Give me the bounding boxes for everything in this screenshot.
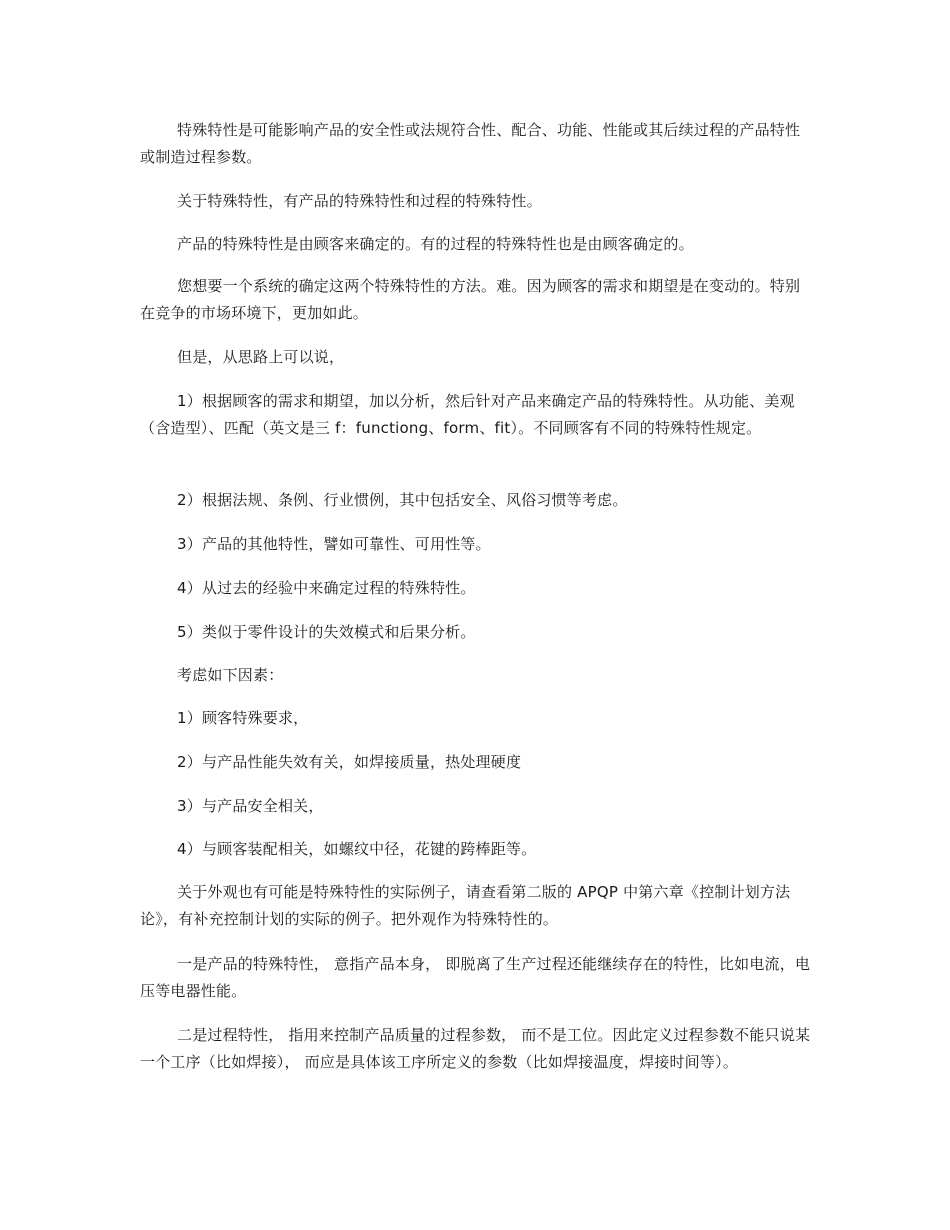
paragraph-consider-factors: 考虑如下因素： bbox=[177, 666, 284, 684]
paragraph-product-characteristic: 一是产品的特殊特性， 意指产品本身， 即脱离了生产过程还能继续存在的特性，比如电流，电压等电器性能。 bbox=[140, 955, 811, 1000]
list-item-2-regulations: 2）根据法规、条例、行业惯例，其中包括安全、风俗习惯等考虑。 bbox=[177, 491, 628, 509]
list-item-1-customer-needs: 1）根据顾客的需求和期望，加以分析，然后针对产品来确定产品的特殊特性。从功能、美观（含造型）、匹配（英文是三 f：functiong、form、fit）。不同顾客有不同的特殊特性规定。 bbox=[140, 392, 795, 437]
factor-item-2: 2）与产品性能失效有关，如焊接质量，热处理硬度 bbox=[177, 753, 522, 771]
paragraph-customer-determined: 产品的特殊特性是由顾客来确定的。有的过程的特殊特性也是由顾客确定的。 bbox=[177, 235, 694, 253]
paragraph-however: 但是，从思路上可以说， bbox=[177, 348, 345, 366]
list-item-3-other-characteristics: 3）产品的其他特性，譬如可靠性、可用性等。 bbox=[177, 535, 491, 553]
paragraph-special-characteristic-definition: 特殊特性是可能影响产品的安全性或法规符合性、配合、功能、性能或其后续过程的产品特性或制造过程参数。 bbox=[140, 121, 801, 166]
paragraph-systematic-method: 您想要一个系统的确定这两个特殊特性的方法。难。因为顾客的需求和期望是在变动的。特别在竞争的市场环境下，更加如此。 bbox=[140, 277, 801, 322]
factor-item-1: 1）顾客特殊要求， bbox=[177, 709, 309, 727]
list-item-5-fmea: 5）类似于零件设计的失效模式和后果分析。 bbox=[177, 623, 476, 641]
paragraph-appearance-example: 关于外观也有可能是特殊特性的实际例子，请查看第二版的 APQP 中第六章《控制计划方法论》，有补充控制计划的实际的例子。把外观作为特殊特性的。 bbox=[140, 883, 791, 928]
paragraph-process-characteristic: 二是过程特性， 指用来控制产品质量的过程参数， 而不是工位。因此定义过程参数不能只说某一个工序（比如焊接）， 而应是具体该工序所定义的参数（比如焊接温度，焊接时间等）。 bbox=[140, 1026, 811, 1071]
factor-item-4: 4）与顾客装配相关，如螺纹中径，花键的跨棒距等。 bbox=[177, 840, 537, 858]
list-item-4-past-experience: 4）从过去的经验中来确定过程的特殊特性。 bbox=[177, 579, 476, 597]
factor-item-3: 3）与产品安全相关， bbox=[177, 797, 324, 815]
paragraph-two-types: 关于特殊特性，有产品的特殊特性和过程的特殊特性。 bbox=[177, 192, 542, 210]
